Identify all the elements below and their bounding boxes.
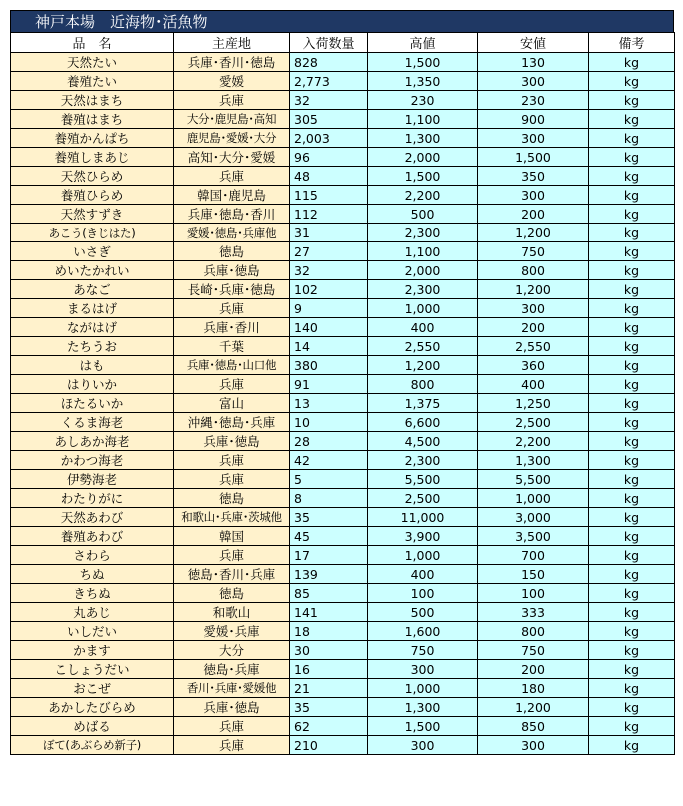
table-row bbox=[11, 394, 675, 413]
cell-high-price: 1,350 bbox=[368, 72, 478, 91]
cell-high-price: 5,500 bbox=[368, 470, 478, 489]
cell-origin: 愛媛･徳島･兵庫他 bbox=[174, 224, 290, 242]
cell-low-price: 360 bbox=[478, 356, 589, 375]
cell-low-price: 1,250 bbox=[478, 394, 589, 413]
cell-low-price: 300 bbox=[478, 299, 589, 318]
cell-remarks: kg bbox=[589, 148, 675, 167]
header-row bbox=[11, 33, 675, 53]
cell-low-price: 2,550 bbox=[478, 337, 589, 356]
cell-origin: 兵庫 bbox=[174, 91, 290, 110]
cell-high-price: 2,200 bbox=[368, 186, 478, 205]
cell-name: あしあか海老 bbox=[11, 432, 174, 451]
sheet-title: 神戸本場 近海物･活魚物 bbox=[10, 10, 674, 32]
cell-origin: 兵庫 bbox=[174, 717, 290, 736]
cell-name: 丸あじ bbox=[11, 603, 174, 622]
cell-name: 天然たい bbox=[11, 53, 174, 72]
cell-remarks: kg bbox=[589, 489, 675, 508]
cell-quantity: 42 bbox=[290, 451, 368, 470]
cell-low-price: 3,000 bbox=[478, 508, 589, 527]
cell-name: 天然あわび bbox=[11, 508, 174, 527]
table-row bbox=[11, 413, 675, 432]
cell-origin: 兵庫 bbox=[174, 546, 290, 565]
cell-origin: 兵庫 bbox=[174, 736, 290, 755]
cell-origin: 徳島 bbox=[174, 584, 290, 603]
cell-quantity: 14 bbox=[290, 337, 368, 356]
cell-low-price: 350 bbox=[478, 167, 589, 186]
cell-origin: 大分 bbox=[174, 641, 290, 660]
cell-quantity: 45 bbox=[290, 527, 368, 546]
cell-origin: 兵庫･徳島 bbox=[174, 698, 290, 717]
cell-high-price: 1,375 bbox=[368, 394, 478, 413]
cell-high-price: 500 bbox=[368, 603, 478, 622]
cell-remarks: kg bbox=[589, 280, 675, 299]
cell-low-price: 5,500 bbox=[478, 470, 589, 489]
cell-remarks: kg bbox=[589, 451, 675, 470]
cell-low-price: 750 bbox=[478, 242, 589, 261]
cell-quantity: 2,003 bbox=[290, 129, 368, 148]
cell-low-price: 300 bbox=[478, 186, 589, 205]
cell-remarks: kg bbox=[589, 318, 675, 337]
cell-quantity: 115 bbox=[290, 186, 368, 205]
cell-low-price: 200 bbox=[478, 205, 589, 224]
cell-high-price: 750 bbox=[368, 641, 478, 660]
cell-high-price: 1,000 bbox=[368, 679, 478, 698]
cell-quantity: 10 bbox=[290, 413, 368, 432]
table-row bbox=[11, 527, 675, 546]
cell-quantity: 5 bbox=[290, 470, 368, 489]
cell-quantity: 17 bbox=[290, 546, 368, 565]
cell-low-price: 2,500 bbox=[478, 413, 589, 432]
cell-high-price: 400 bbox=[368, 318, 478, 337]
cell-name: あこう(きじはた) bbox=[11, 224, 174, 242]
cell-remarks: kg bbox=[589, 261, 675, 280]
cell-high-price: 1,500 bbox=[368, 53, 478, 72]
cell-high-price: 1,200 bbox=[368, 356, 478, 375]
cell-origin: 兵庫 bbox=[174, 167, 290, 186]
cell-quantity: 8 bbox=[290, 489, 368, 508]
cell-name: おこぜ bbox=[11, 679, 174, 698]
price-sheet bbox=[10, 10, 674, 755]
table-row bbox=[11, 186, 675, 205]
table-row bbox=[11, 129, 675, 148]
cell-name: 養殖はまち bbox=[11, 110, 174, 129]
cell-low-price: 230 bbox=[478, 91, 589, 110]
cell-high-price: 1,600 bbox=[368, 622, 478, 641]
table-row bbox=[11, 432, 675, 451]
cell-origin: 愛媛 bbox=[174, 72, 290, 91]
cell-name: 養殖あわび bbox=[11, 527, 174, 546]
cell-remarks: kg bbox=[589, 736, 675, 755]
table-row bbox=[11, 318, 675, 337]
cell-high-price: 1,000 bbox=[368, 299, 478, 318]
table-row bbox=[11, 470, 675, 489]
cell-origin: 兵庫･香川 bbox=[174, 318, 290, 337]
cell-high-price: 300 bbox=[368, 660, 478, 679]
table-row bbox=[11, 91, 675, 110]
cell-low-price: 180 bbox=[478, 679, 589, 698]
cell-low-price: 300 bbox=[478, 72, 589, 91]
table-row bbox=[11, 337, 675, 356]
cell-remarks: kg bbox=[589, 470, 675, 489]
cell-name: めばる bbox=[11, 717, 174, 736]
cell-high-price: 4,500 bbox=[368, 432, 478, 451]
table-row bbox=[11, 110, 675, 129]
cell-name: はも bbox=[11, 356, 174, 375]
table-row bbox=[11, 736, 675, 755]
cell-quantity: 305 bbox=[290, 110, 368, 129]
cell-remarks: kg bbox=[589, 508, 675, 527]
cell-origin: 兵庫･徳島 bbox=[174, 261, 290, 280]
cell-remarks: kg bbox=[589, 413, 675, 432]
cell-quantity: 13 bbox=[290, 394, 368, 413]
cell-remarks: kg bbox=[589, 91, 675, 110]
cell-origin: 和歌山･兵庫･茨城他 bbox=[174, 508, 290, 527]
cell-origin: 徳島･兵庫 bbox=[174, 660, 290, 679]
cell-remarks: kg bbox=[589, 660, 675, 679]
table-row bbox=[11, 698, 675, 717]
cell-name: かわつ海老 bbox=[11, 451, 174, 470]
cell-remarks: kg bbox=[589, 603, 675, 622]
table-row bbox=[11, 280, 675, 299]
cell-remarks: kg bbox=[589, 242, 675, 261]
cell-quantity: 28 bbox=[290, 432, 368, 451]
cell-low-price: 750 bbox=[478, 641, 589, 660]
cell-high-price: 2,000 bbox=[368, 261, 478, 280]
cell-origin: 兵庫 bbox=[174, 451, 290, 470]
cell-high-price: 11,000 bbox=[368, 508, 478, 527]
cell-quantity: 85 bbox=[290, 584, 368, 603]
cell-origin: 兵庫･徳島･香川 bbox=[174, 205, 290, 224]
table-row bbox=[11, 261, 675, 280]
cell-low-price: 1,200 bbox=[478, 698, 589, 717]
cell-low-price: 1,000 bbox=[478, 489, 589, 508]
table-row bbox=[11, 53, 675, 72]
table-row bbox=[11, 224, 675, 242]
cell-origin: 長崎･兵庫･徳島 bbox=[174, 280, 290, 299]
cell-quantity: 140 bbox=[290, 318, 368, 337]
cell-name: まるはげ bbox=[11, 299, 174, 318]
table-row bbox=[11, 242, 675, 261]
cell-high-price: 500 bbox=[368, 205, 478, 224]
cell-name: ほたるいか bbox=[11, 394, 174, 413]
header-name: 品 名 bbox=[11, 33, 174, 53]
cell-high-price: 1,300 bbox=[368, 129, 478, 148]
table-row bbox=[11, 679, 675, 698]
cell-quantity: 210 bbox=[290, 736, 368, 755]
cell-remarks: kg bbox=[589, 356, 675, 375]
table-row bbox=[11, 717, 675, 736]
cell-name: 天然ひらめ bbox=[11, 167, 174, 186]
cell-quantity: 91 bbox=[290, 375, 368, 394]
cell-name: あなご bbox=[11, 280, 174, 299]
cell-quantity: 2,773 bbox=[290, 72, 368, 91]
cell-quantity: 21 bbox=[290, 679, 368, 698]
cell-high-price: 100 bbox=[368, 584, 478, 603]
cell-quantity: 828 bbox=[290, 53, 368, 72]
cell-name: たちうお bbox=[11, 337, 174, 356]
cell-quantity: 27 bbox=[290, 242, 368, 261]
cell-origin: 兵庫 bbox=[174, 299, 290, 318]
header-low-price: 安値 bbox=[478, 33, 589, 53]
cell-origin: 徳島 bbox=[174, 489, 290, 508]
cell-quantity: 30 bbox=[290, 641, 368, 660]
cell-high-price: 1,500 bbox=[368, 167, 478, 186]
cell-low-price: 150 bbox=[478, 565, 589, 584]
table-row bbox=[11, 375, 675, 394]
table-row bbox=[11, 148, 675, 167]
header-high-price: 高値 bbox=[368, 33, 478, 53]
cell-remarks: kg bbox=[589, 565, 675, 584]
cell-low-price: 1,200 bbox=[478, 280, 589, 299]
table-row bbox=[11, 641, 675, 660]
cell-origin: 鹿児島･愛媛･大分 bbox=[174, 129, 290, 148]
table-row bbox=[11, 622, 675, 641]
header-origin: 主産地 bbox=[174, 33, 290, 53]
cell-low-price: 400 bbox=[478, 375, 589, 394]
cell-origin: 兵庫･徳島 bbox=[174, 432, 290, 451]
table-row bbox=[11, 299, 675, 318]
cell-remarks: kg bbox=[589, 584, 675, 603]
table-row bbox=[11, 451, 675, 470]
cell-low-price: 1,300 bbox=[478, 451, 589, 470]
cell-origin: 韓国･鹿児島 bbox=[174, 186, 290, 205]
cell-low-price: 3,500 bbox=[478, 527, 589, 546]
cell-low-price: 850 bbox=[478, 717, 589, 736]
cell-remarks: kg bbox=[589, 53, 675, 72]
header-remarks: 備考 bbox=[589, 33, 675, 53]
cell-name: こしょうだい bbox=[11, 660, 174, 679]
cell-origin: 兵庫 bbox=[174, 470, 290, 489]
cell-low-price: 200 bbox=[478, 660, 589, 679]
cell-remarks: kg bbox=[589, 622, 675, 641]
cell-high-price: 2,300 bbox=[368, 280, 478, 299]
table-row bbox=[11, 584, 675, 603]
cell-origin: 韓国 bbox=[174, 527, 290, 546]
cell-low-price: 800 bbox=[478, 261, 589, 280]
cell-quantity: 62 bbox=[290, 717, 368, 736]
cell-remarks: kg bbox=[589, 679, 675, 698]
cell-name: めいたかれい bbox=[11, 261, 174, 280]
cell-name: ながはげ bbox=[11, 318, 174, 337]
cell-name: かます bbox=[11, 641, 174, 660]
cell-low-price: 200 bbox=[478, 318, 589, 337]
cell-name: ちぬ bbox=[11, 565, 174, 584]
price-table bbox=[10, 32, 675, 755]
cell-origin: 大分･鹿児島･高知 bbox=[174, 110, 290, 129]
cell-name: あかしたびらめ bbox=[11, 698, 174, 717]
cell-name: わたりがに bbox=[11, 489, 174, 508]
cell-name: 天然はまち bbox=[11, 91, 174, 110]
cell-name: いしだい bbox=[11, 622, 174, 641]
cell-low-price: 2,200 bbox=[478, 432, 589, 451]
cell-name: さわら bbox=[11, 546, 174, 565]
cell-name: きちぬ bbox=[11, 584, 174, 603]
cell-quantity: 102 bbox=[290, 280, 368, 299]
cell-remarks: kg bbox=[589, 527, 675, 546]
cell-remarks: kg bbox=[589, 205, 675, 224]
cell-low-price: 900 bbox=[478, 110, 589, 129]
cell-name: 養殖しまあじ bbox=[11, 148, 174, 167]
cell-name: 養殖かんぱち bbox=[11, 129, 174, 148]
cell-high-price: 400 bbox=[368, 565, 478, 584]
cell-remarks: kg bbox=[589, 375, 675, 394]
cell-origin: 兵庫･香川･徳島 bbox=[174, 53, 290, 72]
cell-origin: 沖縄･徳島･兵庫 bbox=[174, 413, 290, 432]
cell-origin: 和歌山 bbox=[174, 603, 290, 622]
cell-name: はりいか bbox=[11, 375, 174, 394]
cell-remarks: kg bbox=[589, 698, 675, 717]
cell-remarks: kg bbox=[589, 337, 675, 356]
cell-low-price: 800 bbox=[478, 622, 589, 641]
cell-high-price: 2,300 bbox=[368, 224, 478, 242]
cell-high-price: 3,900 bbox=[368, 527, 478, 546]
cell-name: いさぎ bbox=[11, 242, 174, 261]
cell-low-price: 300 bbox=[478, 129, 589, 148]
cell-remarks: kg bbox=[589, 432, 675, 451]
cell-quantity: 9 bbox=[290, 299, 368, 318]
table-row bbox=[11, 489, 675, 508]
cell-high-price: 800 bbox=[368, 375, 478, 394]
table-row bbox=[11, 546, 675, 565]
cell-remarks: kg bbox=[589, 394, 675, 413]
cell-origin: 兵庫 bbox=[174, 375, 290, 394]
cell-high-price: 2,550 bbox=[368, 337, 478, 356]
cell-low-price: 1,500 bbox=[478, 148, 589, 167]
cell-low-price: 130 bbox=[478, 53, 589, 72]
cell-quantity: 32 bbox=[290, 261, 368, 280]
cell-high-price: 2,500 bbox=[368, 489, 478, 508]
cell-remarks: kg bbox=[589, 546, 675, 565]
cell-low-price: 1,200 bbox=[478, 224, 589, 242]
cell-remarks: kg bbox=[589, 299, 675, 318]
header-quantity: 入荷数量 bbox=[290, 33, 368, 53]
cell-remarks: kg bbox=[589, 129, 675, 148]
cell-quantity: 380 bbox=[290, 356, 368, 375]
table-row bbox=[11, 508, 675, 527]
cell-high-price: 2,300 bbox=[368, 451, 478, 470]
cell-origin: 徳島･香川･兵庫 bbox=[174, 565, 290, 584]
cell-name: 養殖たい bbox=[11, 72, 174, 91]
table-row bbox=[11, 205, 675, 224]
cell-name: 伊勢海老 bbox=[11, 470, 174, 489]
cell-high-price: 1,100 bbox=[368, 242, 478, 261]
cell-low-price: 333 bbox=[478, 603, 589, 622]
cell-name: 養殖ひらめ bbox=[11, 186, 174, 205]
table-row bbox=[11, 565, 675, 584]
cell-origin: 徳島 bbox=[174, 242, 290, 261]
cell-origin: 愛媛･兵庫 bbox=[174, 622, 290, 641]
cell-quantity: 16 bbox=[290, 660, 368, 679]
cell-origin: 富山 bbox=[174, 394, 290, 413]
cell-high-price: 230 bbox=[368, 91, 478, 110]
cell-low-price: 700 bbox=[478, 546, 589, 565]
table-row bbox=[11, 356, 675, 375]
cell-quantity: 96 bbox=[290, 148, 368, 167]
cell-origin: 香川･兵庫･愛媛他 bbox=[174, 679, 290, 698]
cell-remarks: kg bbox=[589, 167, 675, 186]
cell-quantity: 32 bbox=[290, 91, 368, 110]
cell-remarks: kg bbox=[589, 72, 675, 91]
cell-quantity: 141 bbox=[290, 603, 368, 622]
cell-remarks: kg bbox=[589, 717, 675, 736]
cell-high-price: 1,300 bbox=[368, 698, 478, 717]
cell-quantity: 35 bbox=[290, 508, 368, 527]
cell-high-price: 2,000 bbox=[368, 148, 478, 167]
cell-name: ぼて(あぶらめ新子) bbox=[11, 736, 174, 755]
cell-quantity: 112 bbox=[290, 205, 368, 224]
table-row bbox=[11, 660, 675, 679]
cell-quantity: 18 bbox=[290, 622, 368, 641]
table-row bbox=[11, 72, 675, 91]
cell-quantity: 139 bbox=[290, 565, 368, 584]
cell-origin: 千葉 bbox=[174, 337, 290, 356]
cell-high-price: 1,000 bbox=[368, 546, 478, 565]
table-row bbox=[11, 603, 675, 622]
cell-high-price: 1,500 bbox=[368, 717, 478, 736]
cell-high-price: 300 bbox=[368, 736, 478, 755]
cell-quantity: 48 bbox=[290, 167, 368, 186]
cell-high-price: 6,600 bbox=[368, 413, 478, 432]
cell-remarks: kg bbox=[589, 224, 675, 242]
cell-name: くるま海老 bbox=[11, 413, 174, 432]
cell-name: 天然すずき bbox=[11, 205, 174, 224]
cell-remarks: kg bbox=[589, 186, 675, 205]
table-row bbox=[11, 167, 675, 186]
cell-origin: 兵庫･徳島･山口他 bbox=[174, 356, 290, 375]
cell-low-price: 300 bbox=[478, 736, 589, 755]
cell-remarks: kg bbox=[589, 641, 675, 660]
cell-remarks: kg bbox=[589, 110, 675, 129]
cell-high-price: 1,100 bbox=[368, 110, 478, 129]
cell-quantity: 31 bbox=[290, 224, 368, 242]
cell-quantity: 35 bbox=[290, 698, 368, 717]
cell-low-price: 100 bbox=[478, 584, 589, 603]
cell-origin: 高知･大分･愛媛 bbox=[174, 148, 290, 167]
